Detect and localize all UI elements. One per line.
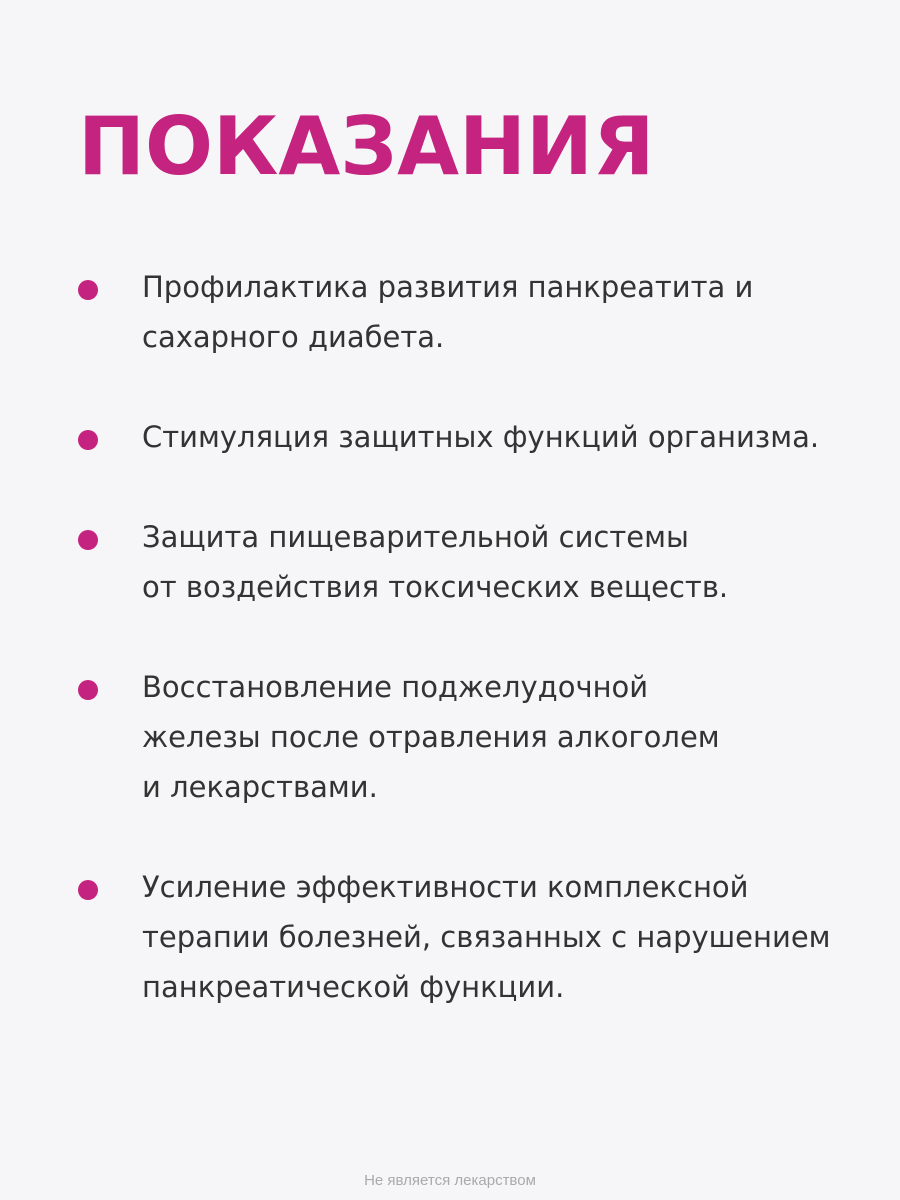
list-item-line: Профилактика развития панкреатита и: [142, 270, 754, 304]
bullet-dot-icon: [78, 530, 98, 550]
list-item-line: и лекарствами.: [142, 770, 378, 804]
list-item-line: сахарного диабета.: [142, 320, 445, 354]
bullet-dot-icon: [78, 680, 98, 700]
list-item-text: [142, 262, 882, 362]
list-item-line: Стимуляция защитных функций организма.: [142, 420, 820, 454]
bullet-dot-icon: [78, 430, 98, 450]
bullet-dot-icon: [78, 880, 98, 900]
list-item-text: [142, 662, 882, 812]
list-item-line: железы после отравления алкоголем: [142, 720, 720, 754]
list-item-line: Защита пищеварительной системы: [142, 520, 689, 554]
list-item-line: Усиление эффективности комплексной: [142, 870, 749, 904]
page-title: ПОКАЗАНИЯ: [78, 100, 655, 193]
bullet-dot-icon: [78, 280, 98, 300]
list-item-line: панкреатической функции.: [142, 970, 565, 1004]
list-item-text: [142, 412, 882, 462]
list-item-line: терапии болезней, связанных с нарушением: [142, 920, 831, 954]
list-item-text: [142, 862, 882, 1012]
list-item-line: от воздействия токсических веществ.: [142, 570, 729, 604]
disclaimer-footer: Не является лекарством: [364, 1172, 536, 1189]
list-item-line: Восстановление поджелудочной: [142, 670, 649, 704]
list-item-text: [142, 512, 882, 612]
